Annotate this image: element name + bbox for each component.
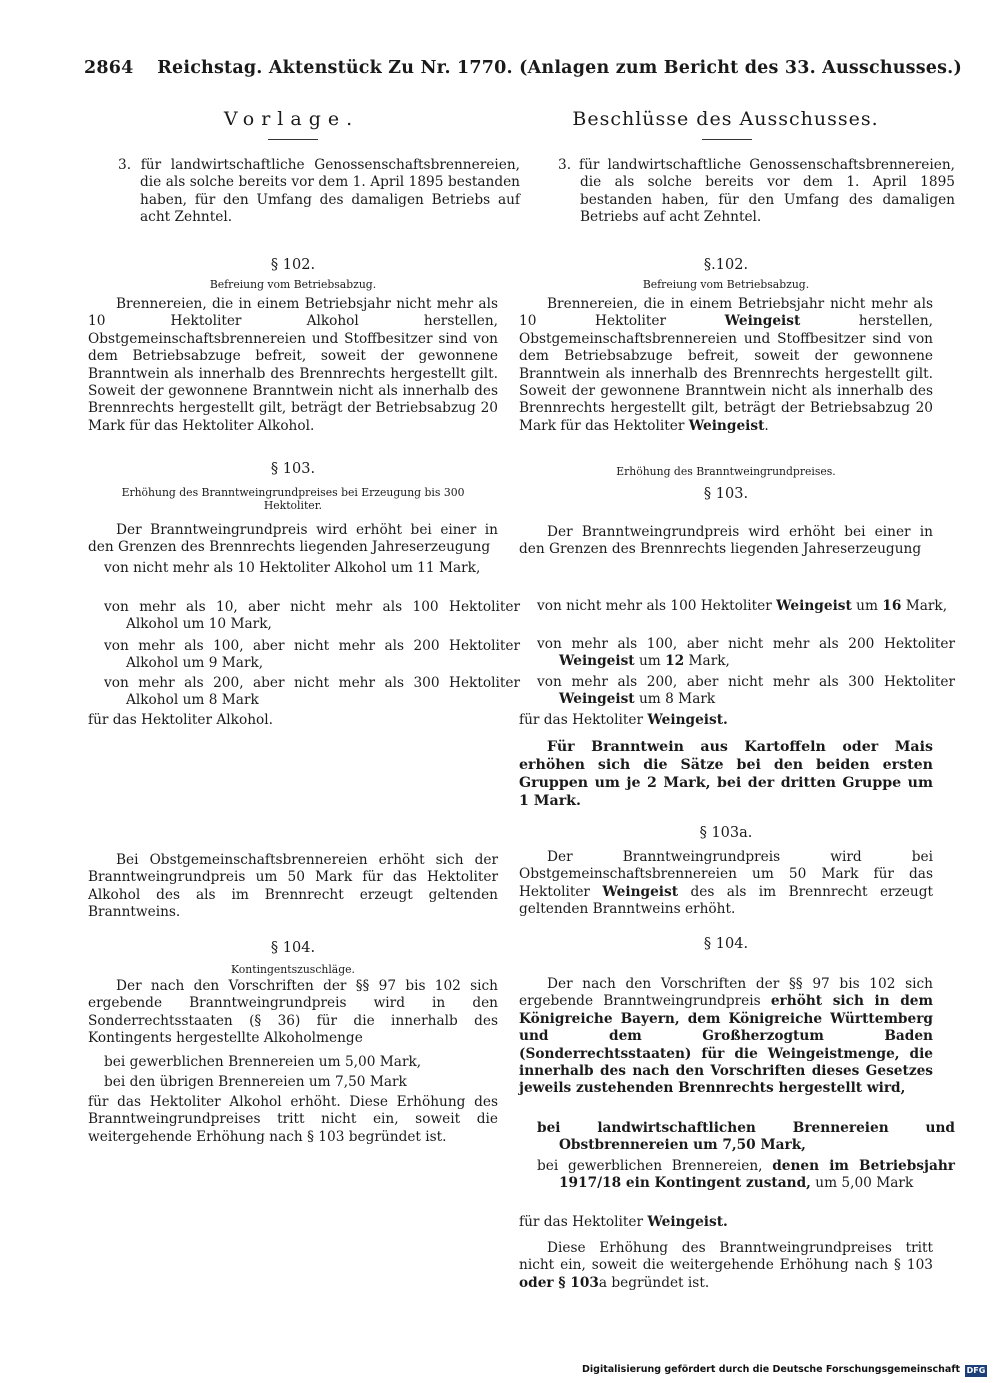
left-p104-b: bei den übrigen Brennereien um 7,50 Mark xyxy=(104,1074,407,1090)
right-p104-last: Diese Erhöhung des Branntweingrundpreises tritt nicht ein, soweit die weitergehende Erhöhung nach § 103 oder § 103a begründet ist. xyxy=(519,1240,933,1291)
right-p103-subtitle: Erhöhung des Branntweingrundpreises. xyxy=(616,465,836,478)
right-p103-intro: Der Branntweingrundpreis wird erhöht bei einer in den Grenzen des Brennrechts liegenden Jahreserzeugung xyxy=(519,524,933,558)
left-p103-intro: Der Branntweingrundpreis wird erhöht bei einer in den Grenzen des Brennrechts liegenden Jahreserzeugung xyxy=(88,522,498,556)
right-p103a-text: Der Branntweingrundpreis wird bei Obstgemeinschaftsbrennereien um 50 Mark für das Hektoliter Weingeist des als im Brennrecht erzeugt geltenden Branntweins erhöht. xyxy=(519,849,933,918)
page-number: 2864 xyxy=(84,58,134,78)
left-p103-c: von mehr als 100, aber nicht mehr als 200 Hektoliter Alkohol um 9 Mark, xyxy=(104,638,520,672)
right-column-heading: Beschlüsse des Ausschusses. xyxy=(572,108,879,130)
left-heading-rule xyxy=(268,139,318,140)
right-p104-a: bei landwirtschaftlichen Brennereien und Obstbrennereien um 7,50 Mark, xyxy=(537,1120,955,1154)
left-p103-obst: Bei Obstgemeinschaftsbrennereien erhöht sich der Branntweingrundpreis um 50 Mark für das Hektoliter Alkohol des als im Brennrecht erzeugt geltenden Branntweins. xyxy=(88,852,498,921)
left-p104-end: für das Hektoliter Alkohol erhöht. Diese Erhöhung des Branntweingrundpreises tritt nicht ein, soweit die weitergehende Erhöhung nach § 103 begründet ist. xyxy=(88,1094,498,1145)
left-p102-text: Brennereien, die in einem Betriebsjahr nicht mehr als 10 Hektoliter Alkohol herstellen, Obstgemeinschaftsbrennereien und Stoffbesitzer sind von dem Betriebsabzuge befreit, soweit der gewonnene Branntwein als innerhalb des Brennrechts hergestellt gilt. Soweit der gewonnene Branntwein nicht als innerhalb des Brennrechts hergestellt gilt, beträgt der Betriebsabzug 20 Mark für das Hektoliter Alkohol. xyxy=(88,296,498,434)
right-p104-text: Der nach den Vorschriften der §§ 97 bis 102 sich ergebende Branntweingrundpreis erhöht sich in dem Königreiche Bayern, dem Königreiche Württemberg und dem Großherzogtum Baden (Sonderrechtsstaaten) für die Weingeistmenge, die innerhalb des nach den Vorschriften dieses Gesetzes jeweils zustehenden Brennrechts hergestellt wird, xyxy=(519,976,933,1097)
right-p103-end: für das Hektoliter Weingeist. xyxy=(519,712,728,728)
right-heading-rule xyxy=(702,139,752,140)
left-p104-title: § 104. xyxy=(270,940,316,956)
right-p104-c: bei gewerblichen Brennereien, denen im Betriebsjahr 1917/18 ein Kontingent zustand, um 5,00 Mark xyxy=(537,1158,955,1192)
left-p103-b: von mehr als 10, aber nicht mehr als 100 Hektoliter Alkohol um 10 Mark, xyxy=(104,599,520,633)
right-p102-text: Brennereien, die in einem Betriebsjahr nicht mehr als 10 Hektoliter Weingeist herstellen, Obstgemeinschaftsbrennereien und Stoffbesitzer sind von dem Betriebsabzuge befreit, soweit der gewonnene Branntwein als innerhalb des Brennrechts hergestellt gilt. Soweit der gewonnene Branntwein nicht als innerhalb des Brennrechts hergestellt gilt, beträgt der Betriebsabzug 20 Mark für das Hektoliter Weingeist. xyxy=(519,296,933,434)
right-p102-title: §.102. xyxy=(703,257,749,273)
left-column-heading: Vorlage. xyxy=(223,108,360,130)
footer xyxy=(0,1364,1000,1380)
left-p104-subtitle: Kontingentszuschläge. xyxy=(231,963,355,976)
right-p102-subtitle: Befreiung vom Betriebsabzug. xyxy=(642,278,810,291)
running-header xyxy=(84,58,962,86)
right-p103-c: von mehr als 200, aber nicht mehr als 300 Hektoliter Weingeist um 8 Mark xyxy=(537,674,955,708)
right-p103-b: von mehr als 100, aber nicht mehr als 200 Hektoliter Weingeist um 12 Mark, xyxy=(537,636,955,670)
left-p104-text: Der nach den Vorschriften der §§ 97 bis 102 sich ergebende Branntweingrundpreis wird in den Sonderrechtsstaaten (§ 36) für die innerhalb des Kontingents hergestellte Alkoholmenge xyxy=(88,978,498,1047)
right-p103-title: § 103. xyxy=(703,486,749,502)
left-p104-a: bei gewerblichen Brennereien um 5,00 Mark, xyxy=(104,1054,422,1070)
right-p104-title: § 104. xyxy=(703,936,749,952)
left-p103-end: für das Hektoliter Alkohol. xyxy=(88,712,273,728)
right-p103-a: von nicht mehr als 100 Hektoliter Weingeist um 16 Mark, xyxy=(537,598,948,614)
left-item-3: 3. für landwirtschaftliche Genossenschaftsbrennereien, die als solche bereits vor dem 1. April 1895 bestanden haben, für den Umfang des damaligen Betriebs auf acht Zehntel. xyxy=(118,157,520,226)
footer-credit: Digitalisierung gefördert durch die Deutsche Forschungsgemeinschaft xyxy=(582,1364,960,1375)
left-p102-title: § 102. xyxy=(270,257,316,273)
left-p102-subtitle: Befreiung vom Betriebsabzug. xyxy=(209,278,377,291)
dfg-logo-icon: DFG xyxy=(966,1366,986,1375)
right-p104-end: für das Hektoliter Weingeist. xyxy=(519,1214,728,1230)
header-title: Reichstag. Aktenstück Zu Nr. 1770. (Anlagen zum Bericht des 33. Ausschusses.) xyxy=(157,58,962,78)
right-item-3: 3. für landwirtschaftliche Genossenschaftsbrennereien, die als solche bereits vor dem 1. April 1895 bestanden haben, für den Umfang des damaligen Betriebs auf acht Zehntel. xyxy=(558,157,955,226)
right-p103-bold-amendment: Für Branntwein aus Kartoffeln oder Mais erhöhen sich die Sätze bei den beiden ersten Gruppen um je 2 Mark, bei der dritten Gruppe um 1 Mark. xyxy=(519,739,933,809)
left-p103-title: § 103. xyxy=(270,461,316,477)
left-p103-a: von nicht mehr als 10 Hektoliter Alkohol um 11 Mark, xyxy=(104,560,481,576)
left-p103-d: von mehr als 200, aber nicht mehr als 300 Hektoliter Alkohol um 8 Mark xyxy=(104,675,520,709)
left-p103-subtitle: Erhöhung des Branntweingrundpreises bei Erzeugung bis 300 Hektoliter. xyxy=(121,486,465,512)
right-p103a-title: § 103a. xyxy=(699,825,753,841)
